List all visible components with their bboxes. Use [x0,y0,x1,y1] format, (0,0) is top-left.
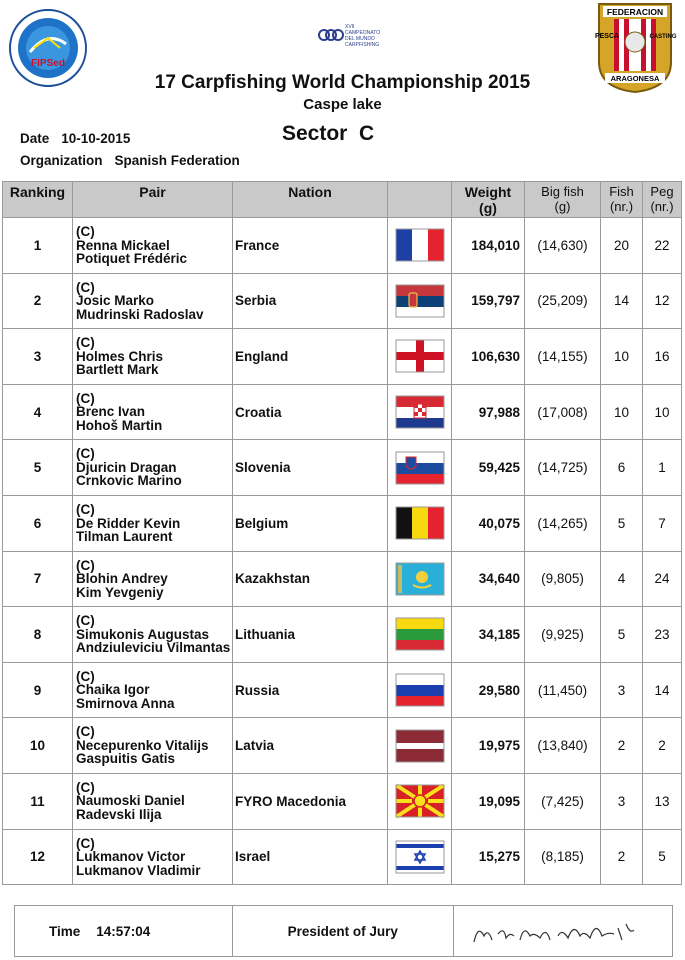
row-pair-member-2: Smirnova Anna [76,695,175,711]
row-rank: 9 [3,662,73,718]
row-pair [73,662,233,718]
row-nation: Belgium [233,495,388,551]
row-pair-tag: (C) [76,835,95,851]
row-weight: 34,640 [452,551,525,607]
championship-logo-line-1: XVII [345,24,355,30]
row-pair-tag: (C) [76,279,95,295]
row-nation: Croatia [233,384,388,440]
row-flag-cell [388,218,452,274]
row-weight: 97,988 [452,384,525,440]
france-flag [396,229,444,261]
row-pair-tag: (C) [76,779,95,795]
header-fish-line-2: (nr.) [609,199,634,214]
row-nation: Serbia [233,273,388,329]
signature-image [454,906,672,956]
header-weight [452,182,525,218]
row-pair [73,773,233,829]
row-rank: 11 [3,773,73,829]
championship-logo [318,22,398,48]
row-fish: 14 [601,273,643,329]
russia-flag [396,674,444,706]
document-title: 17 Carpfishing World Championship 2015 [154,72,531,93]
row-bigfish: (14,725) [525,440,601,496]
organization-line [20,153,240,168]
row-flag-cell [388,551,452,607]
header-flag [388,182,452,218]
championship-logo-line-2: CAMPEONATO [345,30,381,36]
row-pair-member-1: Naumoski Daniel [76,793,185,809]
signature-cell [454,906,672,956]
row-bigfish: (9,925) [525,607,601,663]
row-pair-member-1: De Ridder Kevin [76,515,181,531]
row-pair-member-2: Crnkovic Marino [76,473,182,489]
row-pair-member-2: Andziuleviciu Vilmantas [76,640,231,656]
row-pair-member-1: Holmes Chris [76,348,164,364]
table-row [3,329,682,385]
row-peg: 14 [643,662,682,718]
row-flag-cell [388,607,452,663]
row-weight: 184,010 [452,218,525,274]
table-row [3,218,682,274]
row-nation: Slovenia [233,440,388,496]
row-pair-tag: (C) [76,390,95,406]
header-bigfish-line-2: (g) [554,199,571,214]
row-flag-cell [388,718,452,774]
row-rank: 4 [3,384,73,440]
row-pair [73,551,233,607]
row-weight: 34,185 [452,607,525,663]
row-pair [73,607,233,663]
document-subtitle: Caspe lake [303,96,382,113]
row-bigfish: (8,185) [525,829,601,885]
table-row [3,495,682,551]
row-weight: 19,095 [452,773,525,829]
row-fish: 5 [601,607,643,663]
row-bigfish: (17,008) [525,384,601,440]
row-bigfish: (14,155) [525,329,601,385]
table-row [3,384,682,440]
row-bigfish: (11,450) [525,662,601,718]
row-fish: 2 [601,718,643,774]
header-weight-line-1: Weight [464,184,512,200]
row-nation: Israel [233,829,388,885]
row-flag-cell [388,273,452,329]
row-weight: 159,797 [452,273,525,329]
row-fish: 20 [601,218,643,274]
table-row [3,718,682,774]
championship-logo-line-4: CARPFISHING [345,42,380,48]
row-bigfish: (14,265) [525,495,601,551]
table-row [3,607,682,663]
date-value: 10-10-2015 [61,131,131,146]
row-pair-tag: (C) [76,446,95,462]
row-fish: 3 [601,662,643,718]
latvia-flag [396,730,444,762]
header-peg-line-1: Peg [650,184,674,199]
header-pair: Pair [73,182,233,218]
row-peg: 16 [643,329,682,385]
row-nation: Latvia [233,718,388,774]
row-fish: 10 [601,384,643,440]
row-nation: Lithuania [233,607,388,663]
row-fish: 4 [601,551,643,607]
lithuania-flag [396,618,444,650]
row-peg: 7 [643,495,682,551]
header-fish [601,182,643,218]
footer-box [14,905,673,957]
row-pair [73,440,233,496]
row-flag-cell [388,662,452,718]
aragonesa-logo-top: FEDERACION [606,7,664,17]
row-bigfish: (7,425) [525,773,601,829]
row-nation: Kazakhstan [233,551,388,607]
england-flag [396,340,444,372]
row-rank: 10 [3,718,73,774]
belgium-flag [396,507,444,539]
row-nation: France [233,218,388,274]
row-pair-member-1: Chaika Igor [76,682,150,698]
row-fish: 2 [601,829,643,885]
row-peg: 22 [643,218,682,274]
table-row [3,662,682,718]
aragonesa-logo-right: CASTING [649,34,677,40]
organization-label: Organization [20,153,103,168]
header-nation: Nation [233,182,388,218]
row-bigfish: (25,209) [525,273,601,329]
table-header-row [3,182,682,218]
row-fish: 5 [601,495,643,551]
row-rank: 5 [3,440,73,496]
row-weight: 15,275 [452,829,525,885]
row-weight: 106,630 [452,329,525,385]
date-label: Date [20,131,50,146]
croatia-flag [396,396,444,428]
row-pair-tag: (C) [76,335,95,351]
kazakhstan-flag [396,563,444,595]
row-flag-cell [388,329,452,385]
sector-title: Sector C [282,122,375,145]
table-row [3,773,682,829]
row-weight: 29,580 [452,662,525,718]
row-pair-member-2: Radevski Ilija [76,806,162,822]
row-peg: 10 [643,384,682,440]
row-pair [73,273,233,329]
row-pair-member-1: Lukmanov Victor [76,849,186,865]
row-peg: 13 [643,773,682,829]
slovenia-flag [396,452,444,484]
row-peg: 5 [643,829,682,885]
header-peg-line-2: (nr.) [650,199,674,214]
row-pair-member-2: Mudrinski Radoslav [76,306,204,322]
row-peg: 23 [643,607,682,663]
header-bigfish-line-1: Big fish [541,184,584,199]
row-pair-tag: (C) [76,502,95,518]
row-nation: England [233,329,388,385]
row-bigfish: (14,630) [525,218,601,274]
israel-flag [396,841,444,873]
row-weight: 40,075 [452,495,525,551]
row-pair-tag: (C) [76,724,95,740]
row-bigfish: (13,840) [525,718,601,774]
row-peg: 2 [643,718,682,774]
row-pair [73,329,233,385]
row-rank: 2 [3,273,73,329]
row-pair-tag: (C) [76,613,95,629]
row-fish: 10 [601,329,643,385]
row-pair-member-2: Tilman Laurent [76,529,173,545]
row-pair [73,829,233,885]
row-pair-tag: (C) [76,224,95,240]
row-fish: 6 [601,440,643,496]
row-nation: Russia [233,662,388,718]
row-pair [73,218,233,274]
row-pair-member-2: Bartlett Mark [76,362,159,378]
table-row [3,273,682,329]
row-peg: 24 [643,551,682,607]
row-pair-member-2: Hohoš Martin [76,417,163,433]
row-pair-member-1: Simukonis Augustas [76,626,210,642]
organization-value: Spanish Federation [114,153,240,168]
row-flag-cell [388,495,452,551]
row-rank: 12 [3,829,73,885]
header-peg [643,182,682,218]
row-pair-tag: (C) [76,557,95,573]
row-peg: 1 [643,440,682,496]
row-weight: 59,425 [452,440,525,496]
header-ranking: Ranking [3,182,73,218]
aragonesa-logo-bottom: ARAGONESA [610,74,660,83]
row-weight: 19,975 [452,718,525,774]
time-label: Time [49,923,81,939]
row-rank: 3 [3,329,73,385]
row-fish: 3 [601,773,643,829]
row-pair-member-2: Kim Yevgeniy [76,584,164,600]
row-pair-member-2: Lukmanov Vladimir [76,862,201,878]
row-pair-member-1: Blohin Andrey [76,571,168,587]
row-flag-cell [388,440,452,496]
row-flag-cell [388,773,452,829]
row-flag-cell [388,384,452,440]
row-pair-member-2: Gaspuitis Gatis [76,751,176,767]
row-pair-member-1: Josic Marko [76,293,155,309]
president-label: President of Jury [287,923,398,939]
row-pair [73,495,233,551]
time-value: 14:57:04 [96,923,151,939]
row-pair-member-1: Brenc Ivan [76,404,146,420]
president-cell [233,906,454,956]
results-table [2,181,682,885]
row-pair-member-1: Necepurenko Vitalijs [76,737,209,753]
row-flag-cell [388,829,452,885]
row-rank: 8 [3,607,73,663]
serbia-flag [396,285,444,317]
row-peg: 12 [643,273,682,329]
table-row [3,440,682,496]
row-pair [73,384,233,440]
header-bigfish [525,182,601,218]
row-rank: 1 [3,218,73,274]
row-pair-member-1: Renna Mickael [76,237,170,253]
row-pair-member-1: Djuricin Dragan [76,459,177,475]
time-cell [15,906,233,956]
row-pair [73,718,233,774]
championship-logo-line-3: DEL MUNDO [345,36,375,42]
header-fish-line-1: Fish [609,184,634,199]
row-pair-member-2: Potiquet Frédéric [76,251,188,267]
row-pair-tag: (C) [76,668,95,684]
header-weight-line-2: (g) [479,200,497,216]
table-row [3,551,682,607]
aragonesa-logo-left: PESCA [594,33,620,40]
row-rank: 6 [3,495,73,551]
row-rank: 7 [3,551,73,607]
table-row [3,829,682,885]
date-line [20,131,130,146]
row-nation: FYRO Macedonia [233,773,388,829]
row-bigfish: (9,805) [525,551,601,607]
macedonia-flag [396,785,444,817]
fipsed-logo-text: FIPSed [31,58,65,69]
